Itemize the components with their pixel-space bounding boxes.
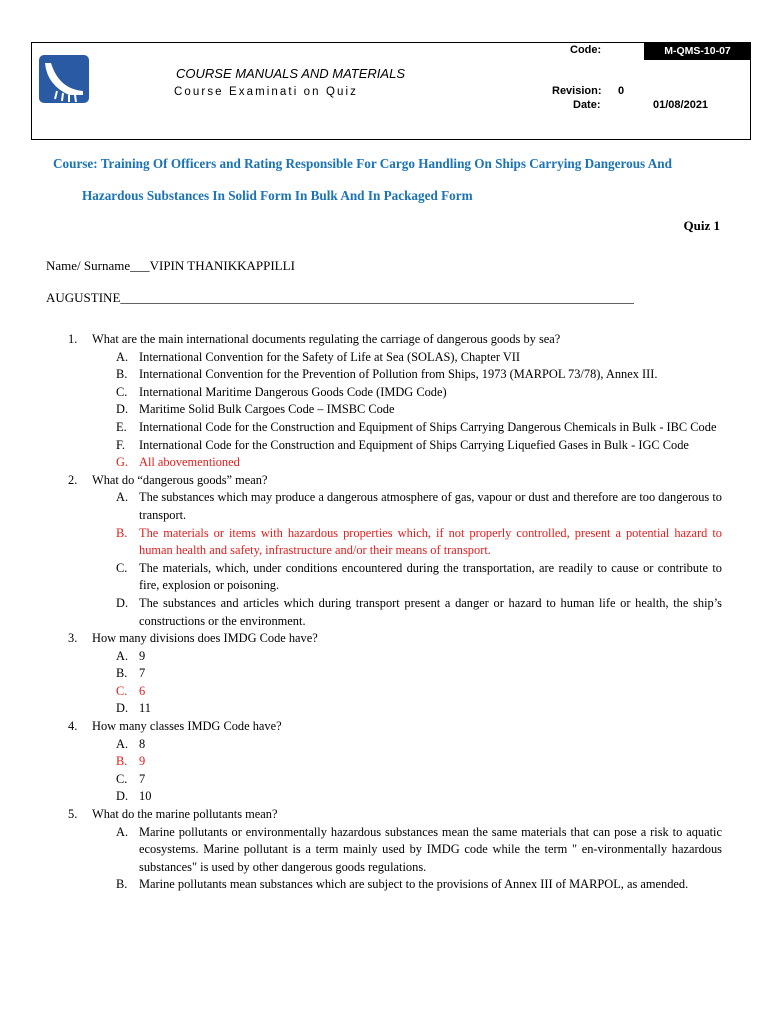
answer-option <box>46 771 722 789</box>
option-text: The materials or items with hazardous properties which, if not properly controlled, present a potential hazard to human health and safety, infrastructure and/or their means of transport. <box>139 525 722 558</box>
question-number: 4. <box>68 719 78 734</box>
course-title-line-1: Course: Training Of Officers and Rating Responsible For Cargo Handling On Ships Carrying Dangerous And <box>53 156 672 171</box>
question-item <box>46 331 722 349</box>
answer-option-selected <box>46 683 722 701</box>
date-label: Date: <box>573 99 601 111</box>
answer-option <box>46 788 722 806</box>
option-text: Marine pollutants mean substances which are subject to the provisions of Annex III of MARPOL, as amended. <box>139 877 689 892</box>
code-value: M-QMS-10-07 <box>644 42 751 60</box>
document-subtitle: Course Examinati on Quiz <box>174 86 358 98</box>
question-item <box>46 806 722 824</box>
answer-option <box>46 560 722 595</box>
option-text: All abovementioned <box>139 455 240 470</box>
option-letter: A. <box>116 736 129 751</box>
answer-option <box>46 401 722 419</box>
option-letter: C. <box>116 384 128 399</box>
quiz-label: Quiz 1 <box>683 218 720 233</box>
question-number: 2. <box>68 472 78 487</box>
option-text: International Code for the Construction and Equipment of Ships Carrying Dangerous Chemicals in Bulk - IBC Code <box>139 419 717 434</box>
answer-option <box>46 419 722 437</box>
question-text: What do “dangerous goods” mean? <box>92 472 268 487</box>
option-letter: B. <box>116 666 128 681</box>
option-letter: C. <box>116 771 128 786</box>
answer-option <box>46 366 722 384</box>
option-letter: D. <box>116 402 129 417</box>
option-text: International Convention for the Prevention of Pollution from Ships, 1973 (MARPOL 73/78), Annex III. <box>139 367 658 382</box>
answer-option <box>46 595 722 630</box>
answer-option <box>46 384 722 402</box>
option-letter: A. <box>116 349 129 364</box>
option-letter: A. <box>116 490 129 505</box>
revision-value: 0 <box>618 85 625 97</box>
option-letter: D. <box>116 701 129 716</box>
option-letter: G. <box>116 455 129 470</box>
option-letter: C. <box>116 560 128 575</box>
option-text: 7 <box>139 666 146 681</box>
option-letter: B. <box>116 877 128 892</box>
option-text: 9 <box>139 754 146 769</box>
answer-option-selected <box>46 454 722 472</box>
option-text: The substances and articles which during transport present a danger or hazard to human life or health, the ship’s constructions or the environment. <box>139 595 722 628</box>
option-text: 8 <box>139 736 146 751</box>
answer-option <box>46 736 722 754</box>
option-text: 6 <box>139 683 146 698</box>
option-text: 9 <box>139 648 146 663</box>
answer-option <box>46 437 722 455</box>
question-item <box>46 472 722 490</box>
question-text: What are the main international documents regulating the carriage of dangerous goods by sea? <box>92 332 561 346</box>
document-header <box>31 42 751 140</box>
question-number: 1. <box>68 332 78 346</box>
option-letter: C. <box>116 683 128 698</box>
option-text: Marine pollutants or environmentally hazardous substances mean the same materials that can pose a risk to aquatic ecosystems. Marine pollutant is a term mainly used by IMDG code while the term " en-vironmentally hazardous substances" is used by other dangerous goods regulations. <box>139 824 722 874</box>
answer-option <box>46 824 722 877</box>
option-text: International Convention for the Safety of Life at Sea (SOLAS), Chapter VII <box>139 349 521 364</box>
option-letter: F. <box>116 437 125 452</box>
answer-option <box>46 648 722 666</box>
answer-option <box>46 489 722 524</box>
option-text: International Maritime Dangerous Goods Code (IMDG Code) <box>139 384 447 399</box>
option-letter: B. <box>116 525 128 540</box>
option-letter: D. <box>116 595 129 610</box>
answer-option <box>46 700 722 718</box>
question-text: How many divisions does IMDG Code have? <box>92 631 318 646</box>
date-value: 01/08/2021 <box>653 99 709 111</box>
answer-option <box>46 349 722 367</box>
question-number: 3. <box>68 631 78 646</box>
document-title: COURSE MANUALS AND MATERIALS <box>176 66 405 81</box>
option-letter: D. <box>116 789 129 804</box>
option-letter: B. <box>116 367 128 382</box>
answer-option <box>46 665 722 683</box>
course-title-line-2: Hazardous Substances In Solid Form In Bulk And In Packaged Form <box>82 188 473 203</box>
option-text: Maritime Solid Bulk Cargoes Code – IMSBC Code <box>139 402 395 417</box>
code-label: Code: <box>570 44 602 56</box>
question-text: What do the marine pollutants mean? <box>92 807 278 822</box>
company-logo-icon <box>39 55 89 103</box>
option-letter: E. <box>116 419 127 434</box>
option-text: 10 <box>139 789 152 804</box>
option-letter: A. <box>116 648 129 663</box>
option-text: The materials, which, under conditions encountered during the transportation, are readily to cause or contribute to fire, explosion or poisoning. <box>139 560 722 593</box>
revision-label: Revision: <box>552 85 602 97</box>
option-text: 7 <box>139 771 146 786</box>
option-letter: A. <box>116 824 129 839</box>
answer-option-selected <box>46 753 722 771</box>
option-text: 11 <box>139 701 151 716</box>
option-text: International Code for the Construction and Equipment of Ships Carrying Liquefied Gases in Bulk - IGC Code <box>139 437 689 452</box>
answer-option <box>46 876 722 894</box>
question-number: 5. <box>68 807 78 822</box>
answer-option-selected <box>46 525 722 560</box>
student-name-continued: AUGUSTINE_______________________________________________________________________________ <box>46 290 634 305</box>
student-name: Name/ Surname___VIPIN THANIKKAPPILLI <box>46 258 295 273</box>
question-list <box>46 331 722 894</box>
question-item <box>46 630 722 648</box>
option-letter: B. <box>116 754 128 769</box>
question-text: How many classes IMDG Code have? <box>92 719 282 734</box>
question-item <box>46 718 722 736</box>
option-text: The substances which may produce a dangerous atmosphere of gas, vapour or dust and therefore are too dangerous to transport. <box>139 490 722 522</box>
